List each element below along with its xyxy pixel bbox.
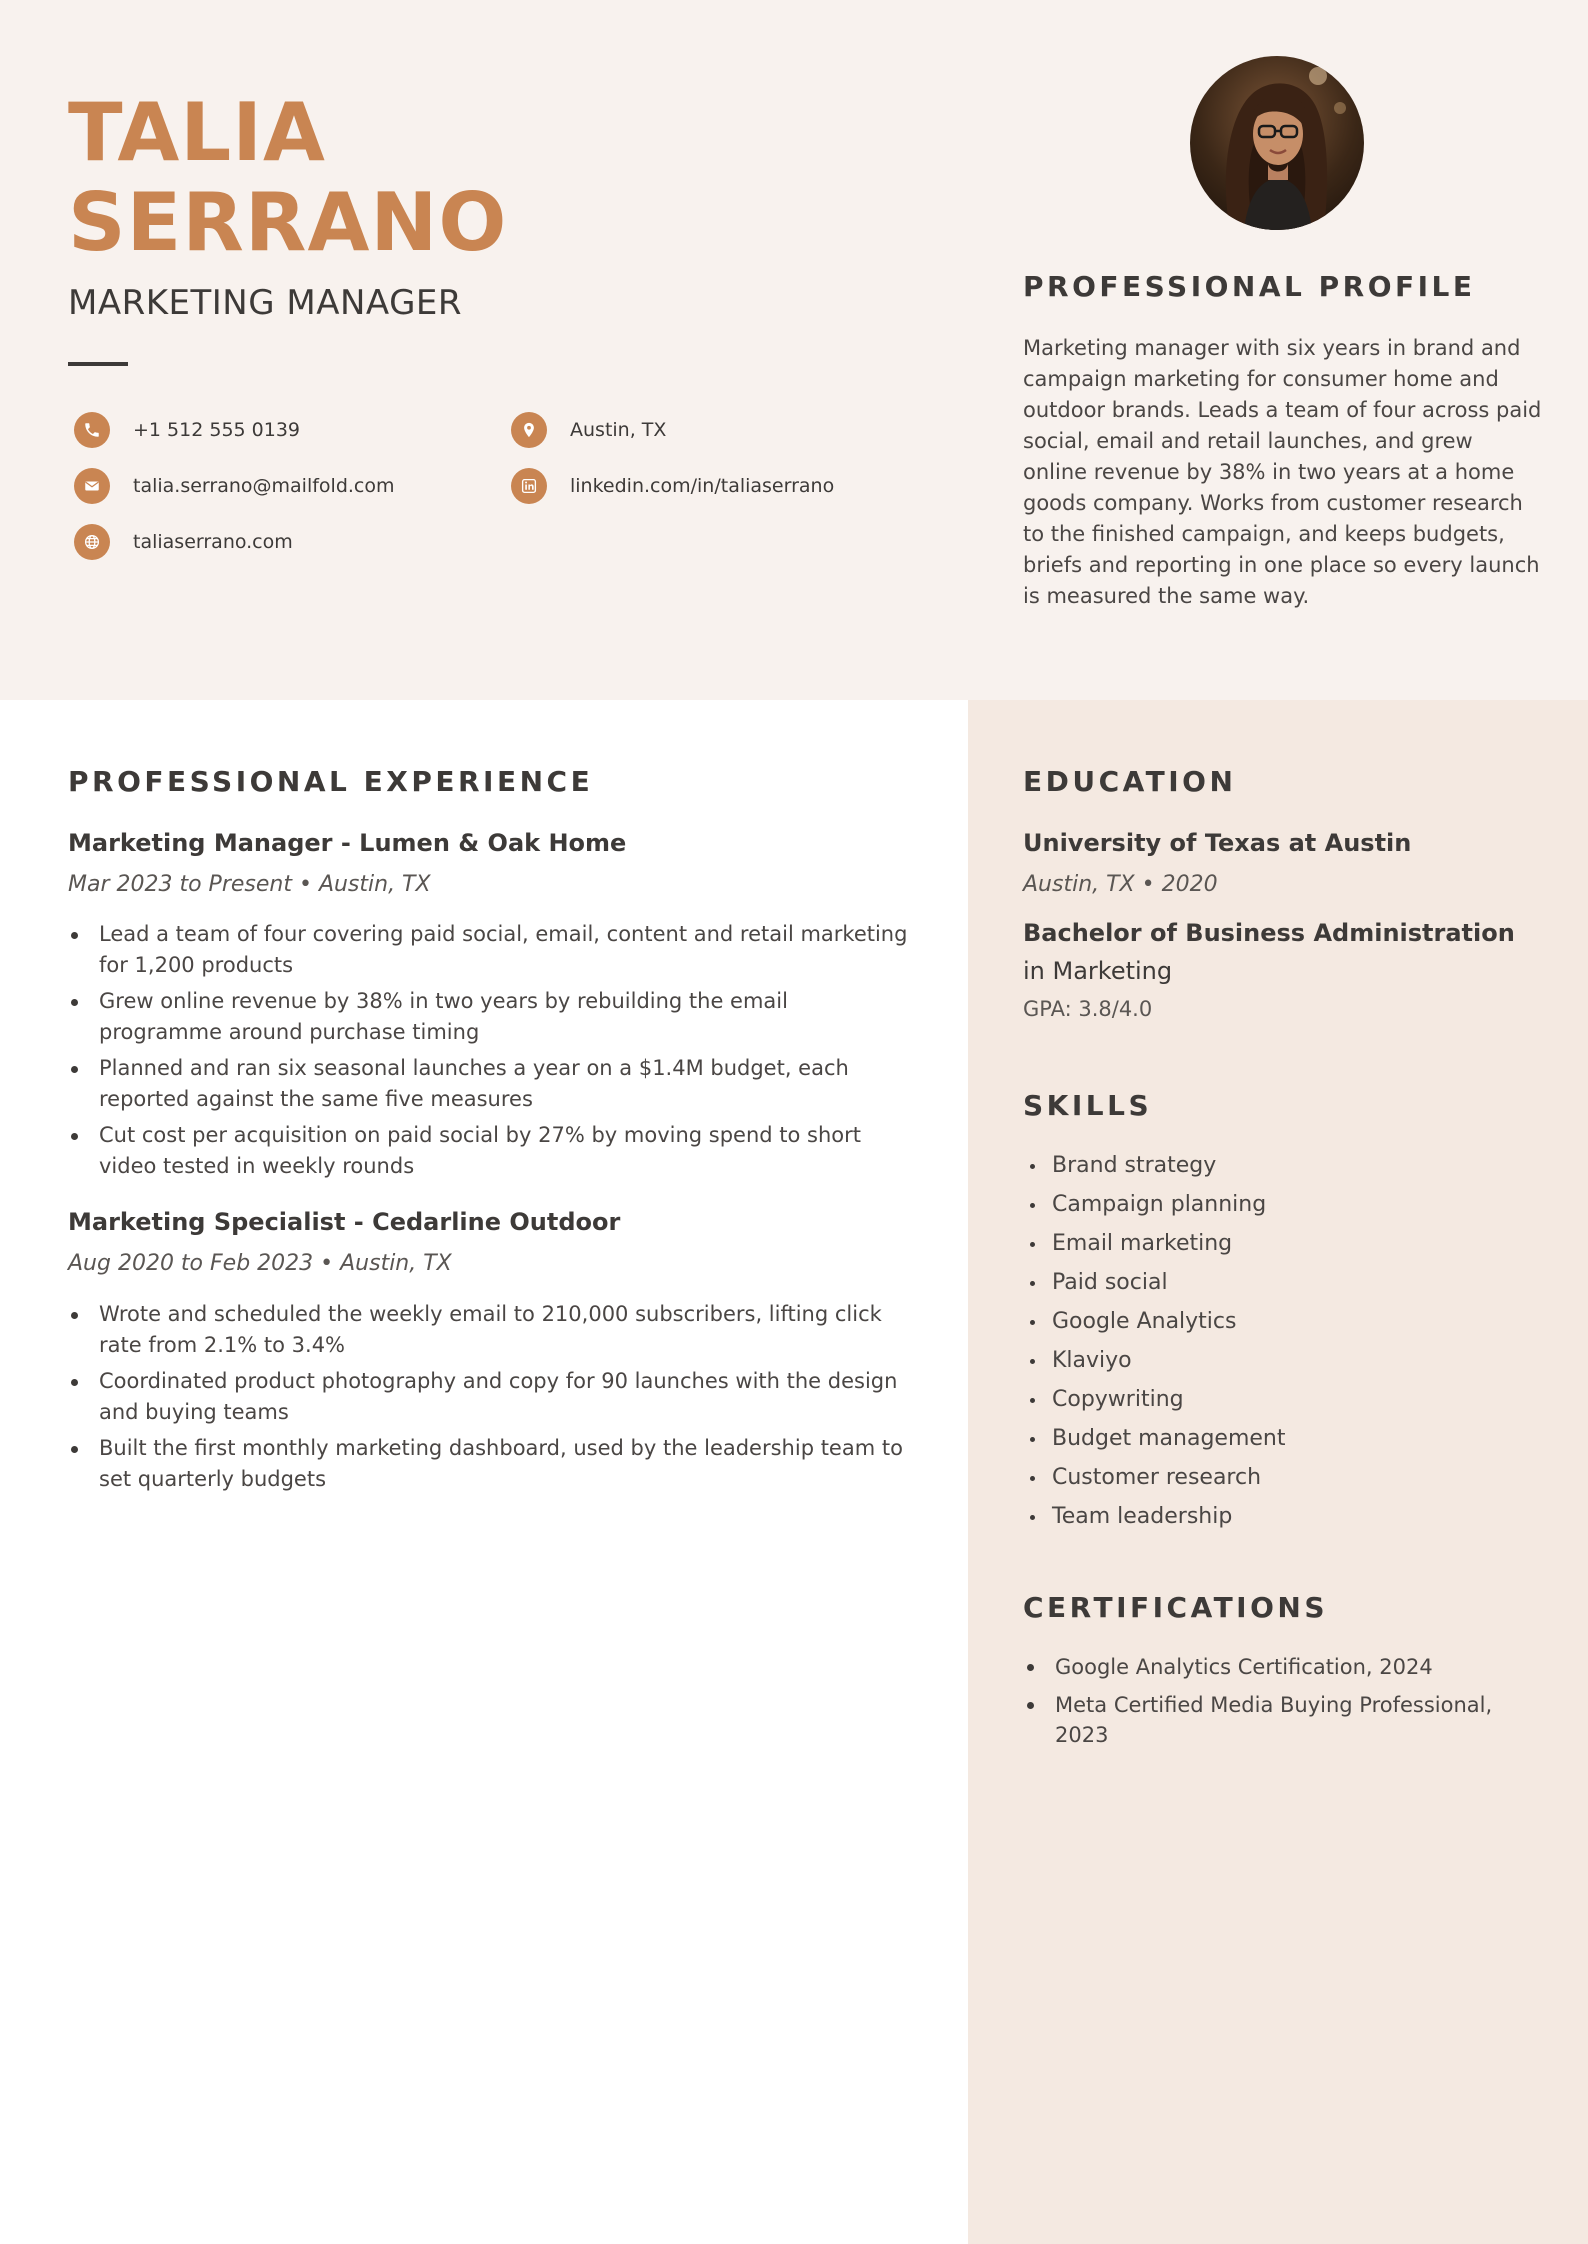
title-divider [68, 362, 128, 366]
job-bullet: Wrote and scheduled the weekly email to 210,000 subscribers, lifting click rate from 2.1% to 3.4% [68, 1299, 908, 1361]
linkedin-icon [511, 468, 547, 504]
education-degree [1023, 914, 1543, 990]
skill-item: Google Analytics [1023, 1307, 1286, 1346]
job-role: Marketing Specialist - Cedarline Outdoor [68, 1208, 621, 1236]
job-bullet: Cut cost per acquisition on paid social by 27% by moving spend to short video tested in weekly rounds [68, 1120, 908, 1182]
skill-item: Paid social [1023, 1268, 1286, 1307]
education-school: University of Texas at Austin [1023, 829, 1412, 857]
name-block [68, 88, 888, 268]
job-bullet-list [68, 1299, 908, 1500]
degree-name: Bachelor of Business Administration [1023, 919, 1515, 947]
job-title: MARKETING MANAGER [68, 283, 463, 323]
certifications-list [1023, 1652, 1543, 1758]
experience-heading: PROFESSIONAL EXPERIENCE [68, 765, 594, 798]
degree-field: in Marketing [1023, 957, 1173, 985]
email-link[interactable]: talia.serrano@mailfold.com [133, 475, 395, 497]
skill-item: Klaviyo [1023, 1346, 1286, 1385]
location-pin-icon [511, 412, 547, 448]
skill-item: Team leadership [1023, 1502, 1286, 1541]
phone-icon [74, 412, 110, 448]
job-meta: Mar 2023 to Present • Austin, TX [68, 872, 431, 897]
education-meta: Austin, TX • 2020 [1023, 872, 1218, 897]
contact-linkedin [511, 468, 834, 504]
globe-icon [74, 524, 110, 560]
website-link[interactable]: taliaserrano.com [133, 531, 293, 553]
profile-heading: PROFESSIONAL PROFILE [1023, 270, 1476, 303]
skill-item: Campaign planning [1023, 1190, 1286, 1229]
job-bullet: Grew online revenue by 38% in two years by rebuilding the email programme around purchase timing [68, 986, 908, 1048]
skills-heading: SKILLS [1023, 1089, 1153, 1122]
job-bullet-list [68, 919, 908, 1187]
location-text: Austin, TX [570, 419, 667, 441]
job-bullet: Lead a team of four covering paid social, email, content and retail marketing for 1,200 products [68, 919, 908, 981]
certifications-heading: CERTIFICATIONS [1023, 1591, 1329, 1624]
job-role: Marketing Manager - Lumen & Oak Home [68, 829, 627, 857]
job-meta: Aug 2020 to Feb 2023 • Austin, TX [68, 1251, 452, 1276]
last-name: SERRANO [68, 176, 508, 269]
certification-item: Google Analytics Certification, 2024 [1023, 1652, 1543, 1682]
contact-website [74, 524, 293, 560]
skill-item: Email marketing [1023, 1229, 1286, 1268]
first-name: TALIA [68, 86, 326, 179]
education-gpa: GPA: 3.8/4.0 [1023, 997, 1153, 1021]
phone-text: +1 512 555 0139 [133, 419, 301, 441]
linkedin-link[interactable]: linkedin.com/in/taliaserrano [570, 475, 835, 497]
job-bullet: Built the first monthly marketing dashboard, used by the leadership team to set quarterly budgets [68, 1433, 908, 1495]
education-heading: EDUCATION [1023, 765, 1237, 798]
job-bullet: Coordinated product photography and copy for 90 launches with the design and buying teams [68, 1366, 908, 1428]
contact-location [511, 412, 666, 448]
skill-item: Budget management [1023, 1424, 1286, 1463]
skill-item: Copywriting [1023, 1385, 1286, 1424]
profile-photo [1190, 56, 1364, 230]
skill-item: Brand strategy [1023, 1151, 1286, 1190]
email-icon [74, 468, 110, 504]
skill-item: Customer research [1023, 1463, 1286, 1502]
profile-summary: Marketing manager with six years in brand and campaign marketing for consumer home and outdoor brands. Leads a team of four across paid social, email and retail launches, and grew online revenue by 38% in two years at a home goods company. Works from customer research to the finished campaign, and keeps budgets, briefs and reporting in one place so every launch is measured the same way. [1023, 336, 1542, 608]
job-bullet: Planned and ran six seasonal launches a year on a $1.4M budget, each reported against the same five measures [68, 1053, 908, 1115]
contact-email [74, 468, 395, 504]
certification-item: Meta Certified Media Buying Professional, 2023 [1023, 1690, 1543, 1750]
skills-list [1023, 1151, 1286, 1541]
contact-phone [74, 412, 300, 448]
